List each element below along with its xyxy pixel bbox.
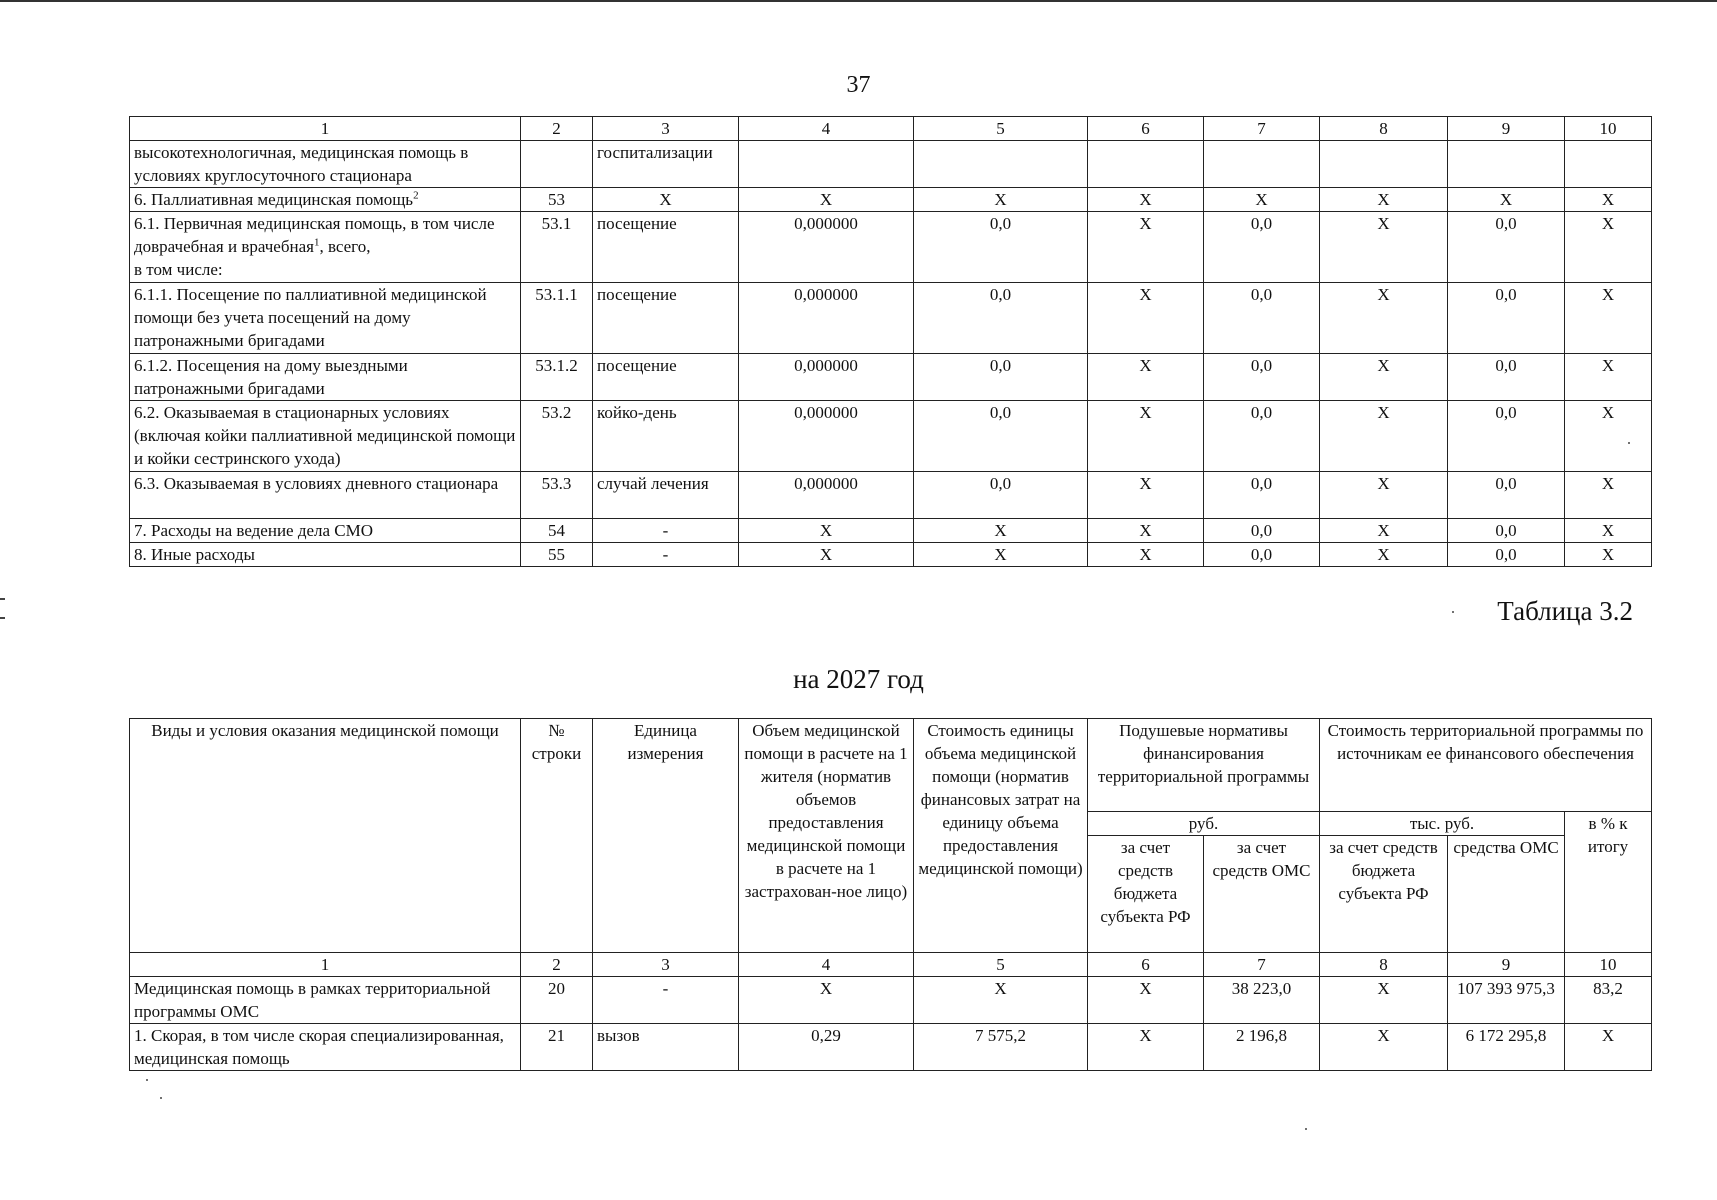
value-cell: Х — [1088, 519, 1204, 543]
value-cell: 0,29 — [739, 1024, 914, 1071]
header-budget-rf: за счет средств бюджета субъекта РФ — [1088, 836, 1204, 953]
table-row — [130, 212, 1652, 283]
value-cell: 0,0 — [1204, 543, 1320, 567]
row-number: 53.2 — [521, 401, 593, 472]
value-cell: 0,0 — [1448, 543, 1565, 567]
unit-cell: посещение — [593, 212, 739, 283]
funding-table-continuation — [129, 116, 1652, 567]
value-cell: 0,000000 — [739, 401, 914, 472]
value-cell: 83,2 — [1565, 977, 1652, 1024]
margin-mark — [0, 617, 5, 619]
row-label-text: 6. Паллиативная медицинская помощь — [134, 190, 414, 209]
col-num: 6 — [1088, 953, 1204, 977]
margin-mark — [0, 598, 5, 600]
page-top-border — [0, 0, 1717, 2]
value-cell: Х — [1088, 543, 1204, 567]
col-num: 10 — [1565, 117, 1652, 141]
value-cell: 0,0 — [914, 354, 1088, 401]
col-num: 3 — [593, 117, 739, 141]
value-cell: Х — [1088, 188, 1204, 212]
col-num: 9 — [1448, 117, 1565, 141]
header-row — [130, 719, 1652, 812]
value-cell: 0,0 — [1448, 212, 1565, 283]
value-cell: 0,000000 — [739, 472, 914, 519]
value-cell: Х — [1565, 543, 1652, 567]
row-label-text: 6.1. Первичная медицинская помощь, в том числе доврачебная и врачебная — [134, 214, 495, 256]
column-number-row — [130, 117, 1652, 141]
footnote-mark: 2 — [413, 189, 419, 202]
value-cell: Х — [1088, 212, 1204, 283]
footnote-mark: 1 — [313, 236, 320, 249]
value-cell — [1204, 141, 1320, 188]
value-cell: 6 172 295,8 — [1448, 1024, 1565, 1071]
value-cell: Х — [1088, 283, 1204, 354]
row-label: 6.1.2. Посещения на дому выездными патронажными бригадами — [130, 354, 521, 401]
value-cell: 0,0 — [914, 401, 1088, 472]
table-row — [130, 977, 1652, 1024]
col-num: 4 — [739, 117, 914, 141]
value-cell: Х — [1565, 283, 1652, 354]
table-row — [130, 543, 1652, 567]
value-cell: Х — [1088, 472, 1204, 519]
table-row — [130, 188, 1652, 212]
table-row — [130, 401, 1652, 472]
table-row — [130, 283, 1652, 354]
row-label: 6.2. Оказываемая в стационарных условиях (включая койки паллиативной медицинской помощи и койки сестринского ухода) — [130, 401, 521, 472]
col-num: 5 — [914, 953, 1088, 977]
value-cell: 0,000000 — [739, 354, 914, 401]
header-unit-cost: Стоимость единицы объема медицинской помощи (норматив финансовых затрат на единицу объема предоставления медицинской помощи) — [914, 719, 1088, 953]
value-cell: Х — [739, 519, 914, 543]
value-cell: Х — [1320, 977, 1448, 1024]
value-cell: Х — [1448, 188, 1565, 212]
unit-cell: посещение — [593, 354, 739, 401]
value-cell: Х — [1565, 1024, 1652, 1071]
scan-speck — [1452, 611, 1454, 613]
value-cell: Х — [739, 977, 914, 1024]
row-label: Медицинская помощь в рамках территориальной программы ОМС — [130, 977, 521, 1024]
value-cell: Х — [1320, 354, 1448, 401]
value-cell: Х — [1088, 401, 1204, 472]
unit-cell: госпитализации — [593, 141, 739, 188]
value-cell: Х — [1565, 472, 1652, 519]
row-label — [130, 212, 521, 283]
table-row — [130, 354, 1652, 401]
table-row — [130, 472, 1652, 519]
value-cell: 2 196,8 — [1204, 1024, 1320, 1071]
value-cell: Х — [1565, 354, 1652, 401]
header-row-number: № строки — [521, 719, 593, 953]
value-cell: 0,0 — [1204, 519, 1320, 543]
row-label — [130, 188, 521, 212]
header-oms-means: средства ОМС — [1448, 836, 1565, 953]
col-num: 4 — [739, 953, 914, 977]
value-cell — [914, 141, 1088, 188]
table-row — [130, 141, 1652, 188]
col-num: 7 — [1204, 953, 1320, 977]
value-cell: 38 223,0 — [1204, 977, 1320, 1024]
value-cell — [739, 141, 914, 188]
header-volume: Объем медицинской помощи в расчете на 1 жителя (норматив объемов предоставления медицинской помощи в расчете на 1 застрахован-ное лицо) — [739, 719, 914, 953]
col-num: 5 — [914, 117, 1088, 141]
row-number: 53.1.1 — [521, 283, 593, 354]
value-cell: Х — [1088, 354, 1204, 401]
scan-speck — [160, 1097, 162, 1099]
row-label: 7. Расходы на ведение дела СМО — [130, 519, 521, 543]
value-cell: Х — [1320, 543, 1448, 567]
col-num: 8 — [1320, 953, 1448, 977]
funding-table-2027 — [129, 718, 1652, 1071]
year-heading: на 2027 год — [793, 664, 924, 694]
unit-cell: - — [593, 543, 739, 567]
value-cell: Х — [1320, 283, 1448, 354]
value-cell: 0,0 — [1448, 519, 1565, 543]
value-cell: 0,0 — [1448, 283, 1565, 354]
header-budget-rf-2: за счет средств бюджета субъекта РФ — [1320, 836, 1448, 953]
col-num: 1 — [130, 117, 521, 141]
table-caption: Таблица 3.2 — [1497, 596, 1633, 626]
header-percent-total: в % к итогу — [1565, 812, 1652, 953]
value-cell: 0,000000 — [739, 283, 914, 354]
value-cell: Х — [914, 977, 1088, 1024]
row-number: 20 — [521, 977, 593, 1024]
row-label-line3: в том числе: — [134, 260, 223, 279]
value-cell: 107 393 975,3 — [1448, 977, 1565, 1024]
value-cell: 0,0 — [1448, 472, 1565, 519]
value-cell: 0,0 — [1204, 283, 1320, 354]
value-cell: Х — [1565, 188, 1652, 212]
col-num: 6 — [1088, 117, 1204, 141]
unit-cell: койко-день — [593, 401, 739, 472]
row-number — [521, 141, 593, 188]
header-unit: Единица измерения — [593, 719, 739, 953]
row-number: 53.3 — [521, 472, 593, 519]
table-row — [130, 519, 1652, 543]
unit-cell: посещение — [593, 283, 739, 354]
value-cell: Х — [1565, 212, 1652, 283]
value-cell: 0,0 — [914, 283, 1088, 354]
col-num: 2 — [521, 953, 593, 977]
header-service-types: Виды и условия оказания медицинской помощи — [130, 719, 521, 953]
unit-cell: вызов — [593, 1024, 739, 1071]
row-number: 53.1 — [521, 212, 593, 283]
value-cell: Х — [1320, 472, 1448, 519]
value-cell: 0,000000 — [739, 212, 914, 283]
unit-cell: - — [593, 977, 739, 1024]
col-num: 9 — [1448, 953, 1565, 977]
scan-speck — [146, 1079, 148, 1081]
value-cell: Х — [1565, 401, 1652, 472]
row-label: 6.1.1. Посещение по паллиативной медицинской помощи без учета посещений на дому патронажными бригадами — [130, 283, 521, 354]
col-num: 3 — [593, 953, 739, 977]
value-cell: Х — [1565, 519, 1652, 543]
value-cell: 0,0 — [1204, 401, 1320, 472]
value-cell: 0,0 — [914, 212, 1088, 283]
col-num: 8 — [1320, 117, 1448, 141]
value-cell: 0,0 — [1204, 212, 1320, 283]
value-cell: Х — [914, 519, 1088, 543]
row-label: 1. Скорая, в том числе скорая специализированная, медицинская помощь — [130, 1024, 521, 1071]
value-cell: Х — [1320, 1024, 1448, 1071]
value-cell: Х — [914, 188, 1088, 212]
value-cell: Х — [1320, 401, 1448, 472]
row-number: 55 — [521, 543, 593, 567]
value-cell: Х — [914, 543, 1088, 567]
row-number: 53 — [521, 188, 593, 212]
value-cell: Х — [1320, 212, 1448, 283]
value-cell: 0,0 — [1204, 472, 1320, 519]
value-cell: 0,0 — [1448, 401, 1565, 472]
col-num: 1 — [130, 953, 521, 977]
unit-cell: - — [593, 519, 739, 543]
value-cell — [1320, 141, 1448, 188]
scan-speck — [1305, 1128, 1307, 1130]
value-cell: 0,0 — [914, 472, 1088, 519]
column-number-row — [130, 953, 1652, 977]
value-cell — [1448, 141, 1565, 188]
col-num: 10 — [1565, 953, 1652, 977]
col-num: 2 — [521, 117, 593, 141]
header-unit-thousand-rub: тыс. руб. — [1320, 812, 1565, 836]
row-number: 21 — [521, 1024, 593, 1071]
value-cell — [1088, 141, 1204, 188]
page-number: 37 — [846, 72, 871, 98]
header-per-capita-group: Подушевые нормативы финансирования территориальной программы — [1088, 719, 1320, 812]
value-cell: Х — [739, 188, 914, 212]
value-cell: Х — [1088, 1024, 1204, 1071]
header-oms-funds: за счет средств ОМС — [1204, 836, 1320, 953]
row-label: высокотехнологичная, медицинская помощь в условиях круглосуточного стационара — [130, 141, 521, 188]
value-cell: Х — [1204, 188, 1320, 212]
unit-cell: Х — [593, 188, 739, 212]
table-row — [130, 1024, 1652, 1071]
header-cost-group: Стоимость территориальной программы по источникам ее финансового обеспечения — [1320, 719, 1652, 812]
value-cell: Х — [739, 543, 914, 567]
col-num: 7 — [1204, 117, 1320, 141]
value-cell: 7 575,2 — [914, 1024, 1088, 1071]
row-label: 6.3. Оказываемая в условиях дневного стационара — [130, 472, 521, 519]
value-cell: Х — [1320, 519, 1448, 543]
row-label: 8. Иные расходы — [130, 543, 521, 567]
row-number: 54 — [521, 519, 593, 543]
value-cell: 0,0 — [1204, 354, 1320, 401]
row-label-tail: , всего, — [319, 237, 371, 256]
value-cell: 0,0 — [1448, 354, 1565, 401]
header-unit-rub: руб. — [1088, 812, 1320, 836]
value-cell: Х — [1320, 188, 1448, 212]
value-cell — [1565, 141, 1652, 188]
value-cell: Х — [1088, 977, 1204, 1024]
unit-cell: случай лечения — [593, 472, 739, 519]
row-number: 53.1.2 — [521, 354, 593, 401]
